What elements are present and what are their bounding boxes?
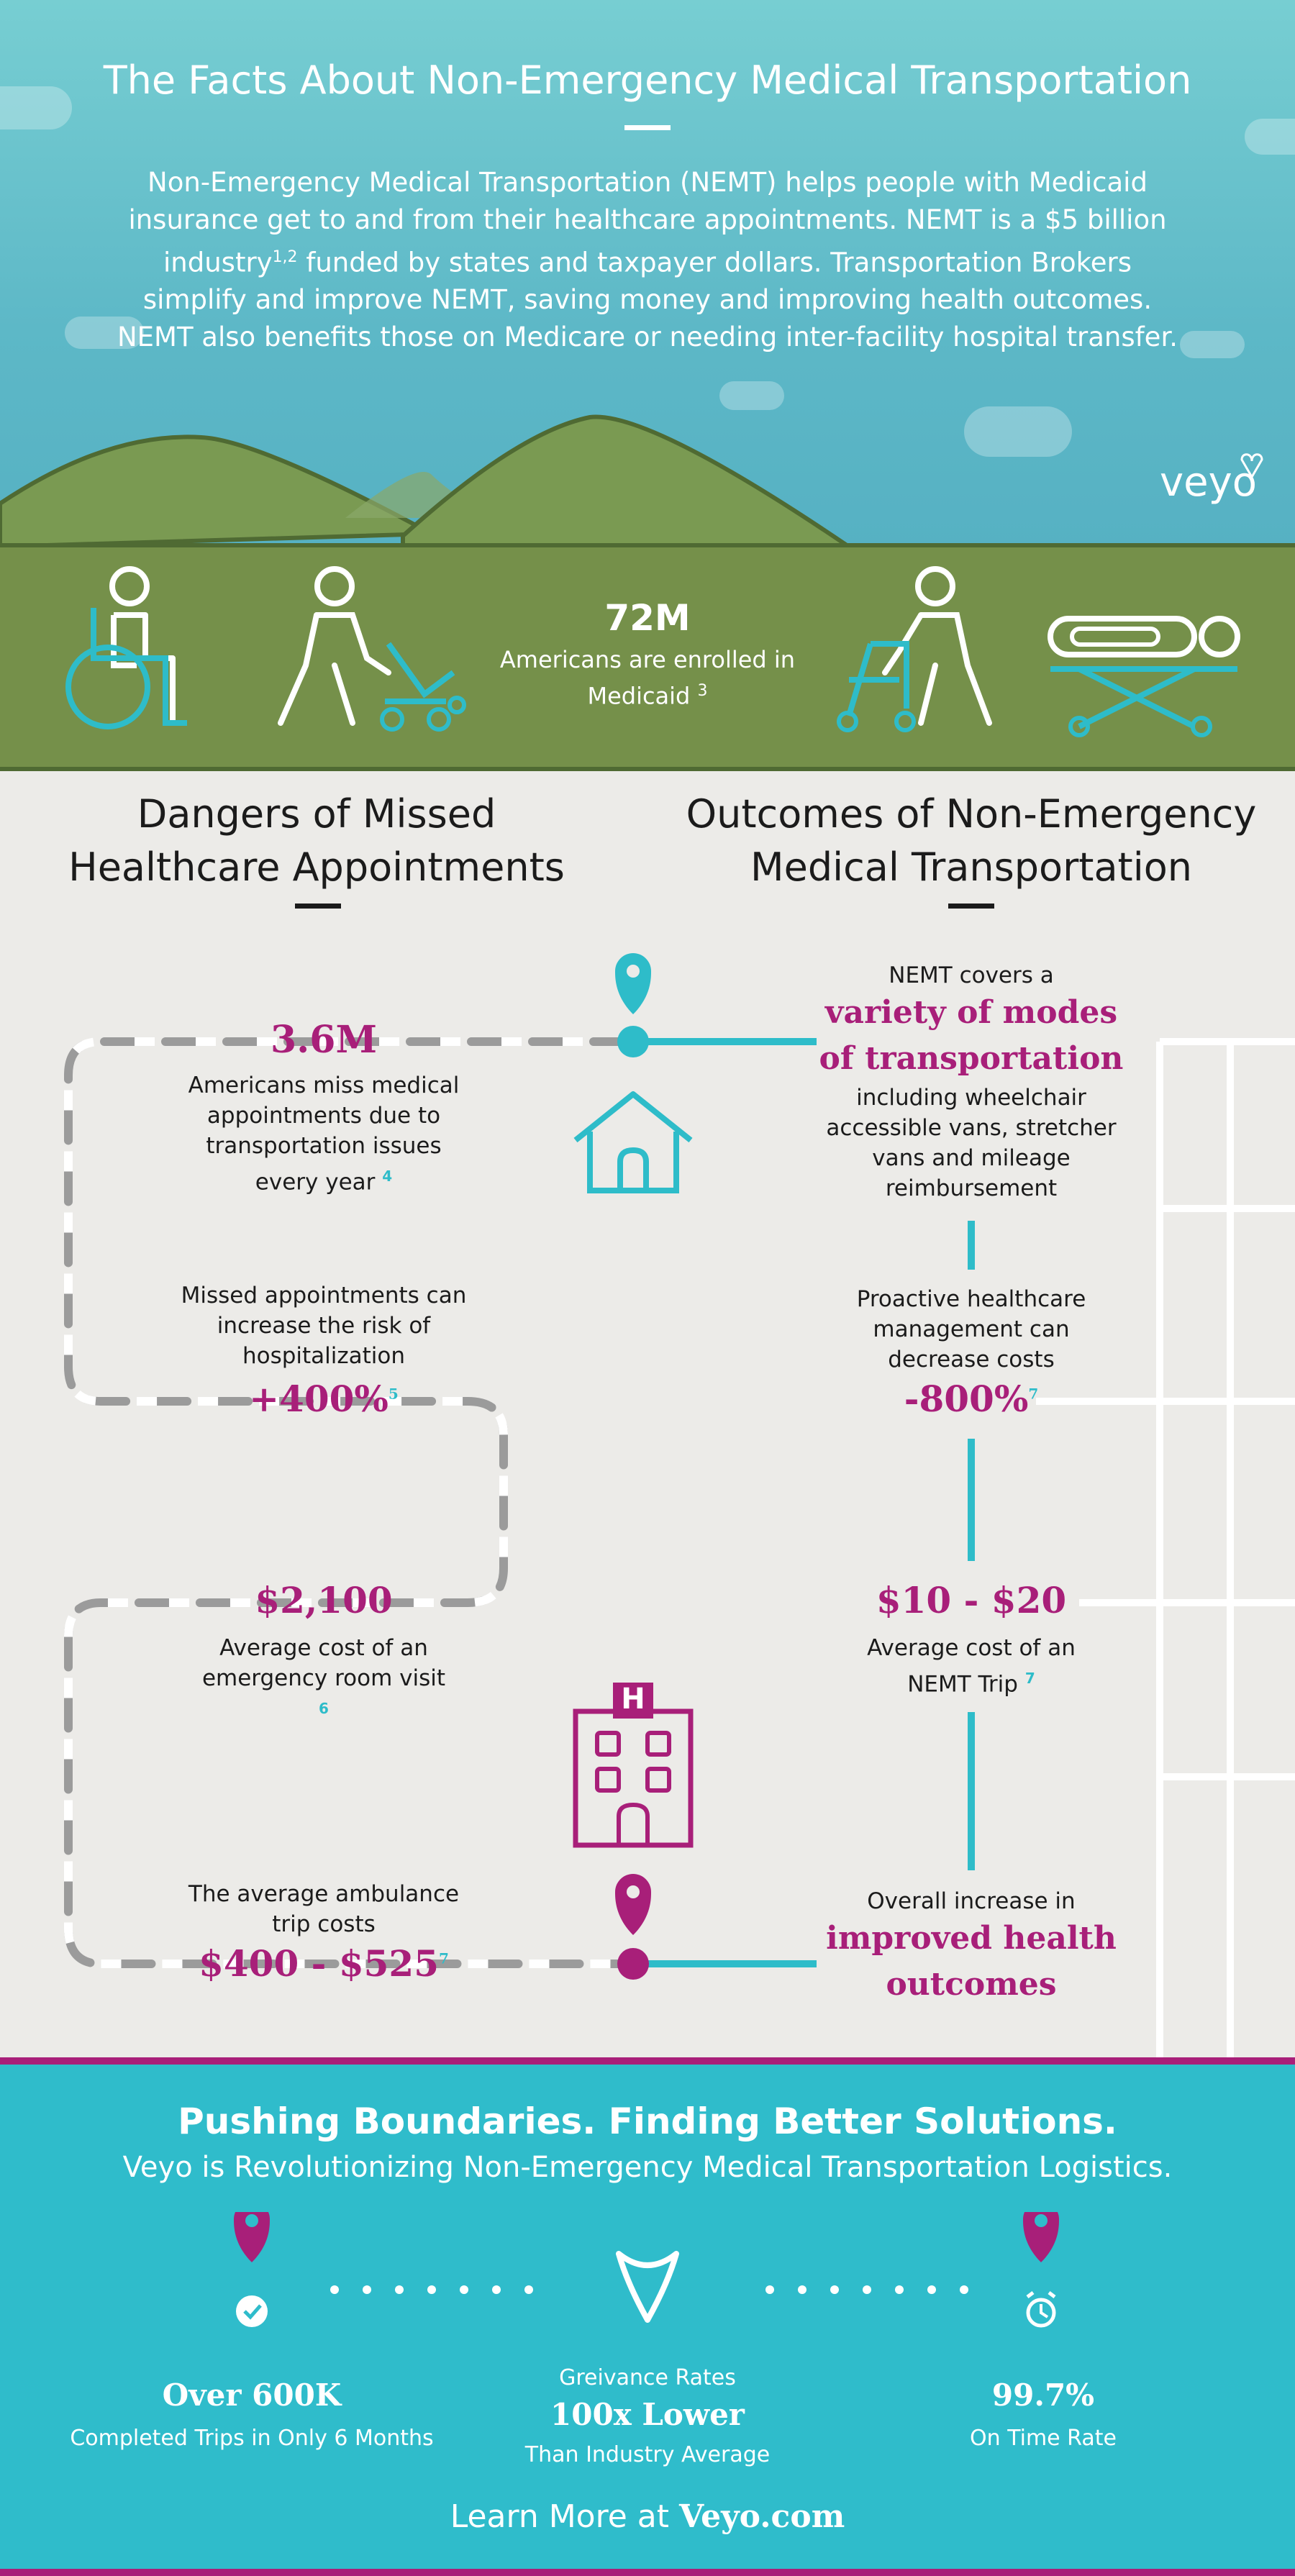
modes-pre-text: NEMT covers a <box>889 962 1054 988</box>
proactive-stat <box>863 1378 1079 1420</box>
footnote-4: 4 <box>382 1168 393 1185</box>
proactive-text: Proactive healthcare management can decrease costs <box>856 1286 1086 1373</box>
wheelchair-icon <box>58 565 201 737</box>
ambulance-cost-stat <box>173 1942 475 1985</box>
hospital-letter: H <box>621 1683 645 1716</box>
footnote-7: 7 <box>1028 1385 1039 1403</box>
outcomes-pre-text: Overall increase in <box>867 1888 1076 1914</box>
medicaid-text <box>489 644 806 712</box>
footer-journey-graphic <box>216 2212 1079 2341</box>
medicaid-footnote: 3 <box>697 682 708 700</box>
hospitalization-risk-stat <box>216 1378 432 1420</box>
grievance-value: 100x Lower <box>550 2397 745 2432</box>
hero-sky <box>0 0 1295 547</box>
missed-appointments-label: Americans miss medical appointments due to transportation issues every year <box>188 1073 460 1196</box>
footer-subhead: Veyo is Revolutionizing Non-Emergency Medical Transportation Logistics. <box>122 2151 1173 2184</box>
er-cost-label: Average cost of an emergency room visit <box>201 1635 446 1691</box>
hospitalization-risk-text: Missed appointments can increase the risk of hospitalization <box>181 1283 467 1369</box>
stretcher-icon <box>1043 611 1245 741</box>
missed-appointments-text <box>180 1070 468 1197</box>
intro-text: Non-Emergency Medical Transportation (NEMT) helps people with Medicaid insurance get to and from their healthcare appointments. NEMT is a $5 billion industry <box>128 167 1167 278</box>
medicaid-stat: 72M <box>604 597 691 639</box>
right-heading-rule <box>948 904 994 909</box>
outcomes-highlight: improved health outcomes <box>826 1920 1117 2003</box>
stroller-person-icon <box>266 565 468 737</box>
veyo-logo: veyo <box>1160 459 1257 506</box>
veyo-heart-icon <box>1236 450 1269 481</box>
ambulance-cost-value: $400 - $525 <box>199 1942 439 1985</box>
page-title: The Facts About Non-Emergency Medical Transportation <box>103 58 1192 103</box>
footer-bottom-strip <box>0 2569 1295 2576</box>
left-heading-line2: Healthcare Appointments <box>68 845 565 890</box>
house-icon <box>568 1090 698 1198</box>
completed-trips-label: Completed Trips in Only 6 Months <box>70 2426 434 2451</box>
right-section-heading <box>676 788 1266 894</box>
nemt-trip-label: Average cost of an NEMT Trip <box>867 1635 1076 1698</box>
proactive-value: -800% <box>904 1378 1029 1420</box>
right-heading-line1: Outcomes of Non-Emergency <box>686 791 1257 837</box>
footnote-5: 5 <box>388 1385 399 1403</box>
right-heading-line2: Medical Transportation <box>750 845 1192 890</box>
hospitalization-risk-value: +400% <box>249 1378 388 1420</box>
grievance-label: Than Industry Average <box>524 2442 771 2467</box>
modes-highlight: variety of modes of transportation <box>819 994 1124 1077</box>
on-time-value: 99.7% <box>991 2377 1095 2413</box>
footnote-6: 6 <box>319 1700 329 1717</box>
intro-paragraph <box>115 164 1180 356</box>
footnote-7: 7 <box>1024 1670 1035 1687</box>
walker-person-icon <box>827 565 1014 737</box>
completed-trips-value: Over 600K <box>162 2377 342 2413</box>
nemt-trip-text <box>849 1633 1094 1699</box>
learn-more-text: Learn More at <box>450 2498 669 2535</box>
footnote-7: 7 <box>438 1949 449 1967</box>
grievance-pre-label: Greivance Rates <box>559 2365 736 2390</box>
left-heading-rule <box>295 904 341 909</box>
footer-headline: Pushing Boundaries. Finding Better Solutions. <box>178 2101 1117 2142</box>
title-underline <box>624 125 671 130</box>
on-time-label: On Time Rate <box>970 2426 1117 2451</box>
learn-more <box>0 2498 1295 2535</box>
medicaid-label: Americans are enrolled in Medicaid <box>499 646 796 710</box>
er-cost-stat: $2,100 <box>255 1579 393 1621</box>
er-cost-text <box>194 1633 453 1729</box>
left-section-heading <box>29 788 604 894</box>
missed-appointments-stat: 3.6M <box>270 1018 378 1062</box>
learn-more-link[interactable]: Veyo.com <box>679 2498 845 2535</box>
intro-text-cont: funded by states and taxpayer dollars. Transportation Brokers simplify and improve NEMT, saving money and improving health outcomes. NEMT also benefits those on Medicare or needing inter-facility hospital transfer. <box>117 247 1178 353</box>
ambulance-cost-text: The average ambulance trip costs <box>188 1881 460 1937</box>
nemt-trip-stat: $10 - $20 <box>876 1579 1067 1621</box>
modes-post-text: including wheelchair accessible vans, stretcher vans and mileage reimbursement <box>826 1085 1117 1201</box>
intro-footnote: 1,2 <box>272 248 298 266</box>
left-heading-line1: Dangers of Missed <box>137 791 496 837</box>
